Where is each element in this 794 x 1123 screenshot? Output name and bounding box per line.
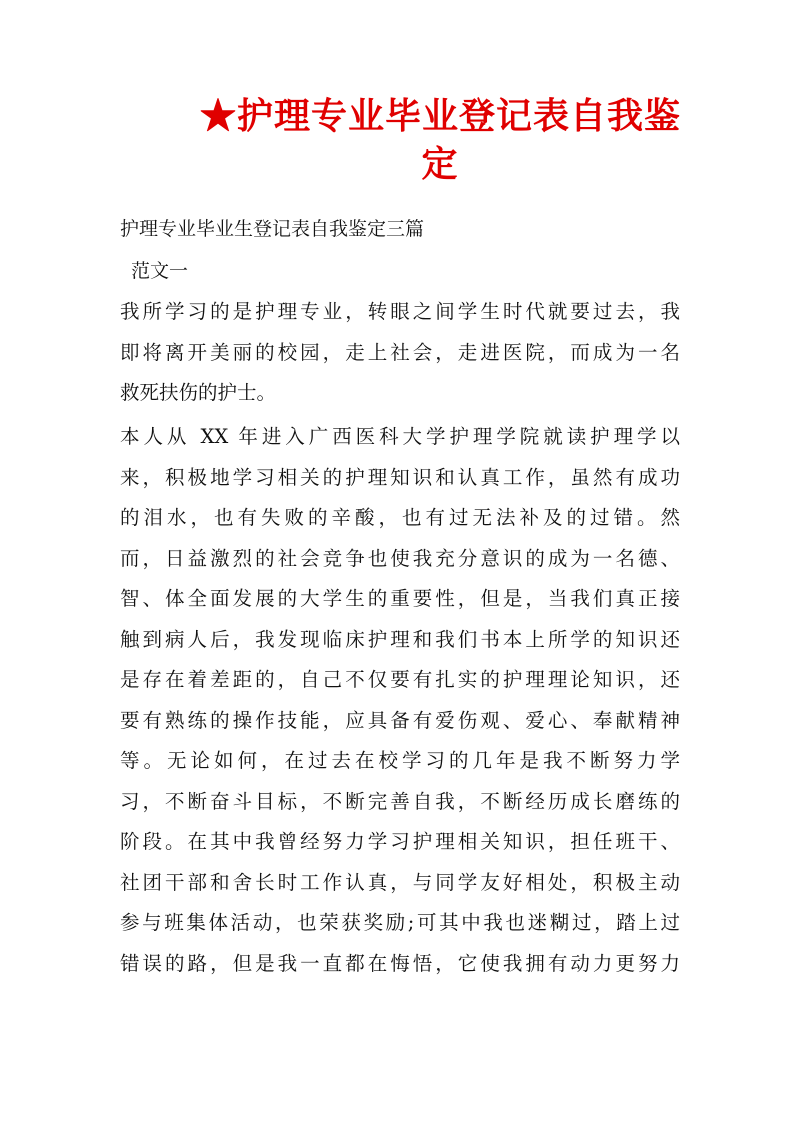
paragraph-line: 触到病人后，我发现临床护理和我们书本上所学的知识还 xyxy=(120,627,680,651)
paragraph-line: 的泪水，也有失败的辛酸，也有过无法补及的过错。然 xyxy=(120,506,680,529)
paragraph-2 xyxy=(120,417,680,984)
document-title xyxy=(200,92,680,188)
paragraph-line: 来，积极地学习相关的护理知识和认真工作，虽然有成功 xyxy=(120,465,680,489)
paragraph-line: 社团干部和舍长时工作认真，与同学友好相处，积极主动 xyxy=(120,870,680,894)
section-heading: 范文一 xyxy=(131,260,189,282)
paragraph-line: 救死扶伤的护士。 xyxy=(120,381,277,404)
paragraph-1 xyxy=(120,292,680,414)
paragraph-line: 参与班集体活动，也荣获奖励;可其中我也迷糊过，踏上过 xyxy=(120,911,680,934)
paragraph-line: 要有熟练的操作技能，应具备有爱伤观、爱心、奉献精神 xyxy=(120,708,680,732)
paragraph-line: 是存在着差距的，自己不仅要有扎实的护理理论知识，还 xyxy=(120,668,680,691)
paragraph-line: 本人从 XX 年进入广西医科大学护理学院就读护理学以 xyxy=(120,425,680,448)
document-title-line-1: ★护理专业毕业登记表自我鉴 xyxy=(200,95,682,137)
paragraph-line: 等。无论如何，在过去在校学习的几年是我不断努力学 xyxy=(120,749,680,772)
paragraph-line: 我所学习的是护理专业，转眼之间学生时代就要过去，我 xyxy=(120,300,680,323)
paragraph-line: 而，日益激烈的社会竞争也使我充分意识的成为一名德、 xyxy=(120,546,680,570)
paragraph-line: 错误的路，但是我一直都在悔悟，它使我拥有动力更努力 xyxy=(120,951,680,975)
paragraph-line: 习，不断奋斗目标，不断完善自我，不断经历成长磨练的 xyxy=(120,789,680,813)
paragraph-line: 即将离开美丽的校园，走上社会，走进医院，而成为一名 xyxy=(120,340,680,364)
paragraph-line: 智、体全面发展的大学生的重要性，但是，当我们真正接 xyxy=(120,587,680,610)
document-subtitle: 护理专业毕业生登记表自我鉴定三篇 xyxy=(120,218,425,240)
paragraph-line: 阶段。在其中我曾经努力学习护理相关知识，担任班干、 xyxy=(120,830,680,853)
document-title-line-2: 定 xyxy=(421,143,459,185)
